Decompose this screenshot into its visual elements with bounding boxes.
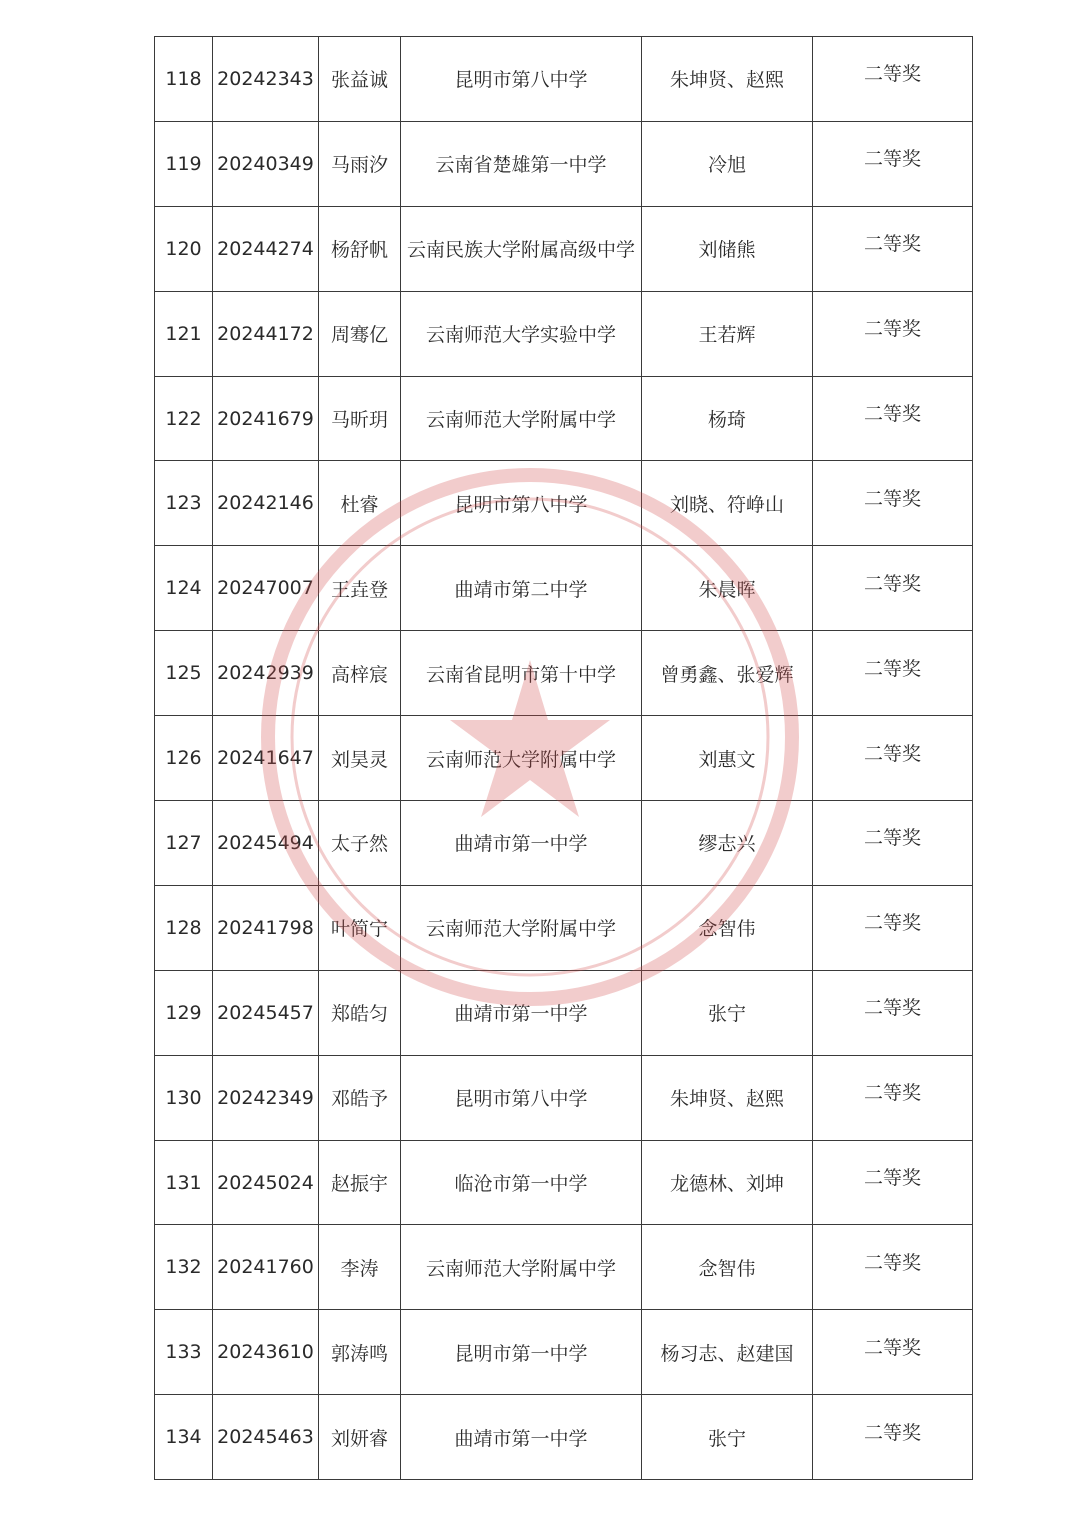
- row-number-cell: [155, 1395, 213, 1480]
- row-number-cell: [155, 1310, 213, 1395]
- teacher-names-cell: [642, 885, 813, 970]
- award-level: 二等奖: [863, 912, 921, 935]
- row-number: 131: [165, 1171, 202, 1194]
- teacher-names-cell: [642, 376, 813, 461]
- teacher-names: 刘晓、符峥山: [669, 493, 784, 516]
- award-level-cell: [813, 1225, 973, 1310]
- award-level-cell: [813, 376, 973, 461]
- student-name-cell: [319, 631, 401, 716]
- award-level: 二等奖: [863, 1082, 921, 1105]
- candidate-id: 20242146: [217, 492, 314, 515]
- table-row: [155, 546, 973, 631]
- awards-table-body: [155, 37, 973, 1480]
- candidate-id: 20242343: [217, 67, 314, 90]
- teacher-names-cell: [642, 631, 813, 716]
- table-row: [155, 376, 973, 461]
- candidate-id: 20245024: [217, 1171, 314, 1194]
- row-number-cell: [155, 1225, 213, 1310]
- award-level-cell: [813, 291, 973, 376]
- row-number-cell: [155, 376, 213, 461]
- school-name: 曲靖市第二中学: [454, 578, 588, 601]
- candidate-id-cell: [213, 546, 319, 631]
- awards-table: [154, 36, 973, 1480]
- row-number: 129: [165, 1001, 202, 1024]
- award-level-cell: [813, 206, 973, 291]
- school-name-cell: [401, 1055, 642, 1140]
- student-name: 杜睿: [340, 493, 379, 516]
- award-level: 二等奖: [863, 997, 921, 1020]
- teacher-names-cell: [642, 1395, 813, 1480]
- teacher-names: 张宁: [707, 1003, 746, 1026]
- row-number-cell: [155, 1055, 213, 1140]
- candidate-id-cell: [213, 885, 319, 970]
- school-name: 云南师范大学附属中学: [425, 918, 616, 941]
- school-name-cell: [401, 546, 642, 631]
- school-name: 云南民族大学附属高级中学: [406, 239, 635, 262]
- teacher-names-cell: [642, 461, 813, 546]
- award-level: 二等奖: [863, 318, 921, 341]
- award-level-cell: [813, 546, 973, 631]
- student-name-cell: [319, 121, 401, 206]
- school-name-cell: [401, 206, 642, 291]
- student-name: 周骞亿: [330, 324, 388, 347]
- teacher-names-cell: [642, 121, 813, 206]
- teacher-names: 杨琦: [707, 409, 746, 431]
- award-level-cell: [813, 1055, 973, 1140]
- teacher-names-cell: [642, 1310, 813, 1395]
- row-number: 127: [165, 831, 202, 854]
- teacher-names: 念智伟: [698, 1257, 756, 1280]
- teacher-names: 朱坤贤、赵熙: [669, 69, 784, 92]
- student-name-cell: [319, 206, 401, 291]
- school-name: 云南师范大学实验中学: [425, 324, 616, 347]
- table-row: [155, 291, 973, 376]
- student-name-cell: [319, 37, 401, 122]
- student-name-cell: [319, 461, 401, 546]
- candidate-id: 20240349: [217, 152, 314, 175]
- award-level: 二等奖: [863, 1251, 921, 1274]
- student-name: 郭涛鸣: [330, 1342, 388, 1365]
- school-name: 云南省楚雄第一中学: [435, 154, 607, 177]
- school-name: 昆明市第一中学: [454, 1342, 588, 1365]
- award-level-cell: [813, 37, 973, 122]
- teacher-names-cell: [642, 546, 813, 631]
- table-row: [155, 37, 973, 122]
- student-name-cell: [319, 970, 401, 1055]
- row-number: 120: [165, 237, 202, 260]
- award-level-cell: [813, 631, 973, 716]
- teacher-names: 念智伟: [698, 918, 756, 941]
- row-number-cell: [155, 37, 213, 122]
- school-name-cell: [401, 970, 642, 1055]
- row-number: 126: [165, 747, 202, 770]
- candidate-id: 20244274: [217, 237, 314, 260]
- teacher-names-cell: [642, 1140, 813, 1225]
- table-row: [155, 1055, 973, 1140]
- school-name-cell: [401, 631, 642, 716]
- teacher-names-cell: [642, 291, 813, 376]
- row-number-cell: [155, 801, 213, 886]
- student-name: 杨舒帆: [330, 239, 388, 262]
- school-name: 云南师范大学附属中学: [425, 1257, 616, 1280]
- row-number: 119: [165, 152, 202, 175]
- school-name: 云南师范大学附属中学: [425, 409, 616, 431]
- school-name: 昆明市第八中学: [454, 69, 588, 92]
- teacher-names: 缪志兴: [698, 833, 756, 856]
- candidate-id-cell: [213, 1395, 319, 1480]
- candidate-id: 20245463: [217, 1426, 314, 1449]
- teacher-names: 张宁: [707, 1427, 746, 1450]
- table-row: [155, 1395, 973, 1480]
- row-number-cell: [155, 631, 213, 716]
- teacher-names-cell: [642, 970, 813, 1055]
- school-name-cell: [401, 1310, 642, 1395]
- student-name-cell: [319, 546, 401, 631]
- school-name-cell: [401, 801, 642, 886]
- school-name: 临沧市第一中学: [454, 1173, 588, 1196]
- student-name: 刘昊灵: [330, 748, 388, 771]
- table-row: [155, 801, 973, 886]
- candidate-id: 20241798: [217, 916, 314, 939]
- school-name: 云南师范大学附属中学: [425, 748, 616, 771]
- student-name: 太子然: [330, 833, 388, 856]
- candidate-id: 20241679: [217, 407, 314, 430]
- teacher-names-cell: [642, 801, 813, 886]
- row-number-cell: [155, 291, 213, 376]
- row-number: 128: [165, 916, 202, 939]
- table-row: [155, 631, 973, 716]
- row-number: 133: [165, 1341, 202, 1364]
- school-name-cell: [401, 37, 642, 122]
- teacher-names: 曾勇鑫、张爱辉: [660, 663, 794, 686]
- candidate-id: 20242349: [217, 1086, 314, 1109]
- candidate-id: 20241647: [217, 747, 314, 770]
- teacher-names: 刘储熊: [698, 239, 756, 262]
- student-name-cell: [319, 885, 401, 970]
- award-level: 二等奖: [863, 1336, 921, 1359]
- candidate-id-cell: [213, 716, 319, 801]
- table-row: [155, 461, 973, 546]
- school-name-cell: [401, 291, 642, 376]
- award-level-cell: [813, 1140, 973, 1225]
- candidate-id-cell: [213, 1225, 319, 1310]
- teacher-names-cell: [642, 1055, 813, 1140]
- candidate-id-cell: [213, 37, 319, 122]
- award-level-cell: [813, 1310, 973, 1395]
- award-level-cell: [813, 801, 973, 886]
- student-name-cell: [319, 291, 401, 376]
- table-row: [155, 1140, 973, 1225]
- student-name: 高梓宸: [330, 663, 388, 686]
- student-name: 马昕玥: [330, 409, 388, 431]
- school-name-cell: [401, 461, 642, 546]
- row-number: 130: [165, 1086, 202, 1109]
- award-level: 二等奖: [863, 63, 921, 86]
- award-level: 二等奖: [863, 233, 921, 256]
- candidate-id: 20245494: [217, 831, 314, 854]
- school-name: 曲靖市第一中学: [454, 1003, 588, 1026]
- school-name: 曲靖市第一中学: [454, 1427, 588, 1450]
- school-name: 云南省昆明市第十中学: [425, 663, 616, 686]
- student-name-cell: [319, 1225, 401, 1310]
- teacher-names-cell: [642, 1225, 813, 1310]
- student-name: 赵振宇: [330, 1173, 388, 1196]
- candidate-id-cell: [213, 631, 319, 716]
- row-number-cell: [155, 206, 213, 291]
- teacher-names-cell: [642, 206, 813, 291]
- teacher-names: 刘惠文: [698, 748, 756, 771]
- student-name: 刘妍睿: [330, 1427, 388, 1450]
- candidate-id-cell: [213, 291, 319, 376]
- student-name: 张益诚: [330, 69, 388, 92]
- candidate-id: 20244172: [217, 322, 314, 345]
- row-number-cell: [155, 461, 213, 546]
- award-level-cell: [813, 970, 973, 1055]
- student-name: 郑皓匀: [330, 1003, 388, 1026]
- candidate-id: 20247007: [217, 577, 314, 600]
- table-row: [155, 121, 973, 206]
- award-level: 二等奖: [863, 1421, 921, 1444]
- row-number-cell: [155, 121, 213, 206]
- school-name-cell: [401, 716, 642, 801]
- school-name: 昆明市第八中学: [454, 493, 588, 516]
- school-name: 昆明市第八中学: [454, 1088, 588, 1111]
- school-name: 曲靖市第一中学: [454, 833, 588, 856]
- row-number: 123: [165, 492, 202, 515]
- row-number: 122: [165, 407, 202, 430]
- student-name-cell: [319, 716, 401, 801]
- school-name-cell: [401, 885, 642, 970]
- award-level-cell: [813, 716, 973, 801]
- table-row: [155, 716, 973, 801]
- student-name: 李涛: [340, 1257, 379, 1280]
- student-name: 王垚登: [330, 578, 388, 601]
- candidate-id-cell: [213, 970, 319, 1055]
- candidate-id: 20242939: [217, 662, 314, 685]
- candidate-id-cell: [213, 121, 319, 206]
- row-number: 125: [165, 662, 202, 685]
- table-row: [155, 206, 973, 291]
- row-number-cell: [155, 546, 213, 631]
- candidate-id: 20245457: [217, 1001, 314, 1024]
- teacher-names-cell: [642, 37, 813, 122]
- teacher-names: 冷旭: [707, 154, 746, 177]
- row-number: 118: [165, 67, 202, 90]
- table-row: [155, 970, 973, 1055]
- table-row: [155, 1225, 973, 1310]
- table-row: [155, 885, 973, 970]
- award-level: 二等奖: [863, 742, 921, 765]
- school-name-cell: [401, 121, 642, 206]
- teacher-names: 朱晨晖: [698, 578, 756, 601]
- award-level: 二等奖: [863, 827, 921, 850]
- award-level: 二等奖: [863, 1167, 921, 1190]
- row-number: 134: [165, 1426, 202, 1449]
- teacher-names: 王若辉: [698, 324, 756, 347]
- candidate-id-cell: [213, 1310, 319, 1395]
- candidate-id-cell: [213, 461, 319, 546]
- teacher-names-cell: [642, 716, 813, 801]
- candidate-id: 20241760: [217, 1256, 314, 1279]
- row-number: 121: [165, 322, 202, 345]
- award-level: 二等奖: [863, 657, 921, 680]
- award-level-cell: [813, 885, 973, 970]
- student-name-cell: [319, 801, 401, 886]
- award-level: 二等奖: [863, 403, 921, 425]
- candidate-id-cell: [213, 1055, 319, 1140]
- award-level: 二等奖: [863, 487, 921, 510]
- row-number-cell: [155, 716, 213, 801]
- student-name: 叶简宁: [330, 918, 388, 941]
- award-level-cell: [813, 461, 973, 546]
- row-number: 132: [165, 1256, 202, 1279]
- teacher-names: 杨习志、赵建国: [660, 1342, 794, 1365]
- teacher-names: 龙德林、刘坤: [669, 1173, 784, 1196]
- award-level: 二等奖: [863, 148, 921, 171]
- student-name-cell: [319, 376, 401, 461]
- school-name-cell: [401, 1395, 642, 1480]
- student-name: 邓皓予: [330, 1088, 388, 1111]
- candidate-id-cell: [213, 376, 319, 461]
- student-name-cell: [319, 1310, 401, 1395]
- award-level-cell: [813, 121, 973, 206]
- student-name-cell: [319, 1140, 401, 1225]
- award-level-cell: [813, 1395, 973, 1480]
- row-number-cell: [155, 885, 213, 970]
- row-number-cell: [155, 1140, 213, 1225]
- row-number-cell: [155, 970, 213, 1055]
- school-name-cell: [401, 1225, 642, 1310]
- candidate-id-cell: [213, 801, 319, 886]
- candidate-id-cell: [213, 1140, 319, 1225]
- school-name-cell: [401, 1140, 642, 1225]
- school-name-cell: [401, 376, 642, 461]
- award-level: 二等奖: [863, 572, 921, 595]
- teacher-names: 朱坤贤、赵熙: [669, 1088, 784, 1111]
- table-row: [155, 1310, 973, 1395]
- row-number: 124: [165, 577, 202, 600]
- candidate-id: 20243610: [217, 1341, 314, 1364]
- student-name: 马雨汐: [330, 154, 388, 177]
- student-name-cell: [319, 1055, 401, 1140]
- student-name-cell: [319, 1395, 401, 1480]
- candidate-id-cell: [213, 206, 319, 291]
